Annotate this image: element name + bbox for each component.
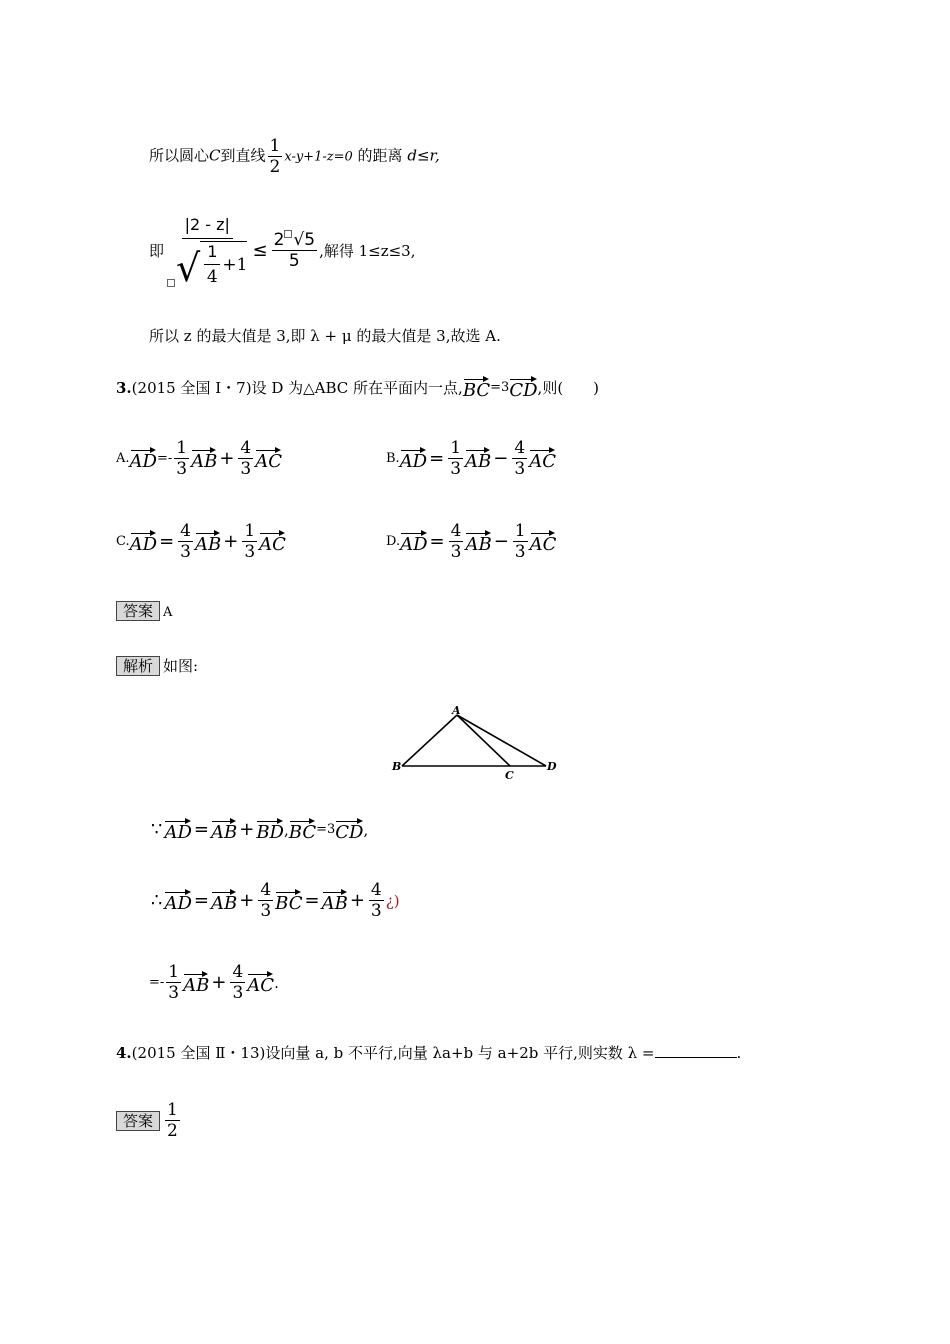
vector-AD: AD bbox=[130, 447, 157, 471]
option-A[interactable] bbox=[116, 438, 282, 479]
solution-line-conclusion bbox=[149, 325, 501, 347]
equals-sign: = bbox=[429, 530, 445, 552]
denominator: 3 bbox=[260, 901, 272, 921]
solution-step-3 bbox=[149, 962, 279, 1003]
abs-numerator: |2 - z| bbox=[182, 214, 233, 239]
vector-AD: AD bbox=[164, 889, 191, 913]
fraction bbox=[238, 438, 253, 479]
denominator: 3 bbox=[450, 542, 462, 562]
answer-label-badge: 答案 bbox=[116, 1111, 160, 1131]
numerator bbox=[272, 230, 317, 251]
answer-value: A bbox=[163, 605, 173, 620]
numerator: 4 bbox=[240, 438, 252, 458]
vector-AD: AD bbox=[164, 818, 191, 842]
option-label: C. bbox=[116, 533, 130, 549]
fraction-half bbox=[268, 136, 283, 177]
solution-line-distance bbox=[149, 136, 440, 177]
plus-sign: + bbox=[349, 889, 365, 911]
vector-BC: BC bbox=[463, 376, 490, 400]
radical-sign: √ bbox=[176, 246, 201, 290]
equals-sign: = bbox=[429, 447, 445, 469]
therefore-symbol: ∴ bbox=[151, 889, 163, 911]
vector-AC: AC bbox=[530, 530, 557, 554]
vector-AB: AB bbox=[465, 447, 491, 471]
vector-BD: BD bbox=[256, 818, 284, 842]
vector-AD: AD bbox=[400, 530, 427, 554]
solution-step-1 bbox=[149, 818, 368, 842]
question-source: (2015 全国 Ⅱ・13) bbox=[131, 1044, 266, 1062]
denominator: 3 bbox=[514, 459, 526, 479]
question-text: 设向量 a, b 不平行,向量 λa+b 与 a+2b 平行,则实数 λ = bbox=[265, 1044, 655, 1062]
solution-step-2 bbox=[149, 880, 400, 921]
fraction bbox=[166, 962, 181, 1003]
label-A: A bbox=[452, 704, 461, 717]
vector-AC: AC bbox=[259, 530, 286, 554]
numerator: 4 bbox=[180, 521, 191, 541]
option-label: D. bbox=[386, 533, 401, 549]
vector-AD: AD bbox=[130, 530, 157, 554]
comma: , bbox=[363, 821, 369, 839]
line-expression: x-y+1-z=0 bbox=[284, 149, 353, 165]
answer-row bbox=[116, 600, 172, 624]
question-source: (2015 全国 Ⅰ・7) bbox=[131, 379, 252, 397]
fraction bbox=[513, 521, 528, 562]
equals-sign: = bbox=[193, 889, 209, 911]
denominator: 5 bbox=[288, 251, 300, 271]
text: 到直线 bbox=[220, 146, 266, 165]
radicand bbox=[200, 241, 247, 287]
text: 所以 z 的最大值是 3,即 λ + μ 的最大值是 3,故选 A. bbox=[149, 327, 501, 345]
operator: + bbox=[219, 447, 235, 469]
label-C: C bbox=[505, 769, 514, 782]
equals-sign: = bbox=[159, 530, 175, 552]
denominator: 3 bbox=[168, 983, 180, 1003]
vector-CD: CD bbox=[335, 818, 363, 842]
numerator: 4 bbox=[232, 962, 244, 982]
garbled-glyph: ¿) bbox=[385, 891, 400, 910]
equals-minus: =- bbox=[156, 450, 173, 466]
option-D[interactable] bbox=[386, 521, 556, 562]
coef: 2 bbox=[273, 230, 285, 250]
denominator: 2 bbox=[269, 157, 281, 177]
denominator: 3 bbox=[232, 983, 244, 1003]
answer-blank[interactable] bbox=[655, 1043, 737, 1058]
answer-fraction bbox=[165, 1100, 180, 1141]
answer-row-q4 bbox=[116, 1100, 182, 1141]
vector-BC: BC bbox=[289, 818, 316, 842]
missing-glyph-icon bbox=[284, 230, 292, 238]
numerator: 4 bbox=[370, 880, 382, 900]
fraction bbox=[448, 438, 463, 479]
vector-AB: AB bbox=[195, 530, 221, 554]
segment-AB bbox=[402, 715, 457, 766]
question-text-end: ,则( ) bbox=[537, 379, 600, 397]
text: 所以圆心 bbox=[149, 146, 210, 165]
option-C[interactable] bbox=[116, 521, 286, 562]
abs-fraction bbox=[167, 214, 248, 290]
sqrt5: √5 bbox=[293, 230, 316, 250]
fraction bbox=[258, 880, 273, 921]
analysis-row bbox=[116, 655, 198, 677]
period: . bbox=[274, 973, 279, 992]
denominator: 3 bbox=[244, 542, 256, 562]
equals-minus: =- bbox=[149, 974, 165, 990]
vector-AC: AC bbox=[255, 447, 282, 471]
denominator: 3 bbox=[240, 459, 252, 479]
operator: − bbox=[493, 530, 509, 552]
numerator: 1 bbox=[176, 438, 188, 458]
denominator: 3 bbox=[514, 542, 526, 562]
plus-sign: + bbox=[211, 971, 227, 993]
denominator: 3 bbox=[370, 901, 382, 921]
numerator: 1 bbox=[244, 521, 256, 541]
question-3-stem bbox=[116, 376, 599, 400]
fraction-quarter bbox=[204, 242, 220, 287]
le-symbol: ≤ bbox=[252, 239, 268, 261]
vector-AB: AB bbox=[211, 889, 237, 913]
label-D: D bbox=[547, 760, 557, 773]
question-text: 设 D 为△ABC 所在平面内一点, bbox=[251, 379, 463, 397]
operator: + bbox=[223, 530, 239, 552]
numerator: 1 bbox=[450, 438, 462, 458]
fraction bbox=[512, 438, 527, 479]
numerator: 4 bbox=[514, 438, 526, 458]
denominator: 3 bbox=[450, 459, 462, 479]
option-label: B. bbox=[386, 450, 400, 466]
text: 的距离 bbox=[357, 146, 403, 165]
answer-label-badge: 答案 bbox=[116, 601, 160, 621]
question-number: 4. bbox=[116, 1044, 132, 1062]
plus-sign: + bbox=[239, 819, 255, 840]
operator: − bbox=[493, 447, 509, 469]
vector-AB: AB bbox=[183, 971, 209, 995]
vector-AC: AC bbox=[247, 971, 274, 995]
analysis-text: 如图: bbox=[163, 657, 199, 675]
text: ,解得 1≤z≤3, bbox=[319, 241, 416, 260]
plus-one: +1 bbox=[222, 254, 248, 275]
plus-sign: + bbox=[239, 889, 255, 911]
period: . bbox=[736, 1044, 742, 1062]
fraction bbox=[369, 880, 384, 921]
vector-AB: AB bbox=[465, 530, 491, 554]
vector-AC: AC bbox=[529, 447, 556, 471]
equals-sign: = bbox=[193, 819, 209, 840]
numerator: 1 bbox=[514, 521, 526, 541]
denominator: 2 bbox=[167, 1121, 178, 1141]
numerator: 1 bbox=[269, 136, 281, 156]
fraction bbox=[242, 521, 257, 562]
option-B[interactable] bbox=[386, 438, 556, 479]
vector-AB: AB bbox=[211, 818, 237, 842]
vector-BC: BC bbox=[275, 889, 302, 913]
fraction bbox=[178, 521, 193, 562]
denominator: 4 bbox=[206, 267, 218, 287]
sqrt-symbol bbox=[167, 241, 248, 290]
fraction bbox=[449, 521, 464, 562]
numerator: 4 bbox=[260, 880, 272, 900]
comma: , bbox=[283, 821, 289, 839]
label-B: B bbox=[392, 760, 402, 773]
vector-CD: CD bbox=[509, 376, 537, 400]
numerator: 1 bbox=[168, 962, 180, 982]
numerator: 1 bbox=[167, 1100, 178, 1120]
because-symbol: ∵ bbox=[151, 819, 163, 840]
vector-AB: AB bbox=[191, 447, 217, 471]
fraction bbox=[174, 438, 189, 479]
numerator: 4 bbox=[450, 521, 462, 541]
var-C: C bbox=[209, 146, 221, 165]
radical-denominator bbox=[167, 239, 248, 290]
missing-glyph-icon bbox=[167, 279, 175, 287]
equals-3: =3 bbox=[316, 822, 336, 837]
denominator: 3 bbox=[176, 459, 188, 479]
equals-sign: = bbox=[304, 889, 320, 911]
option-label: A. bbox=[116, 450, 130, 466]
vector-AD: AD bbox=[400, 447, 427, 471]
question-number: 3. bbox=[116, 379, 132, 397]
equals-3: =3 bbox=[490, 380, 510, 395]
text: 即 bbox=[149, 241, 165, 260]
fraction-2sqrt5-over-5 bbox=[272, 230, 317, 271]
inequality: d≤r, bbox=[407, 146, 440, 165]
denominator: 3 bbox=[180, 542, 191, 562]
analysis-label-badge: 解析 bbox=[116, 656, 160, 676]
question-4-stem bbox=[116, 1042, 741, 1064]
triangle-figure bbox=[388, 700, 568, 786]
solution-line-inequality bbox=[149, 214, 416, 290]
numerator: 1 bbox=[204, 242, 220, 265]
fraction bbox=[230, 962, 245, 1003]
vector-AB: AB bbox=[322, 889, 348, 913]
